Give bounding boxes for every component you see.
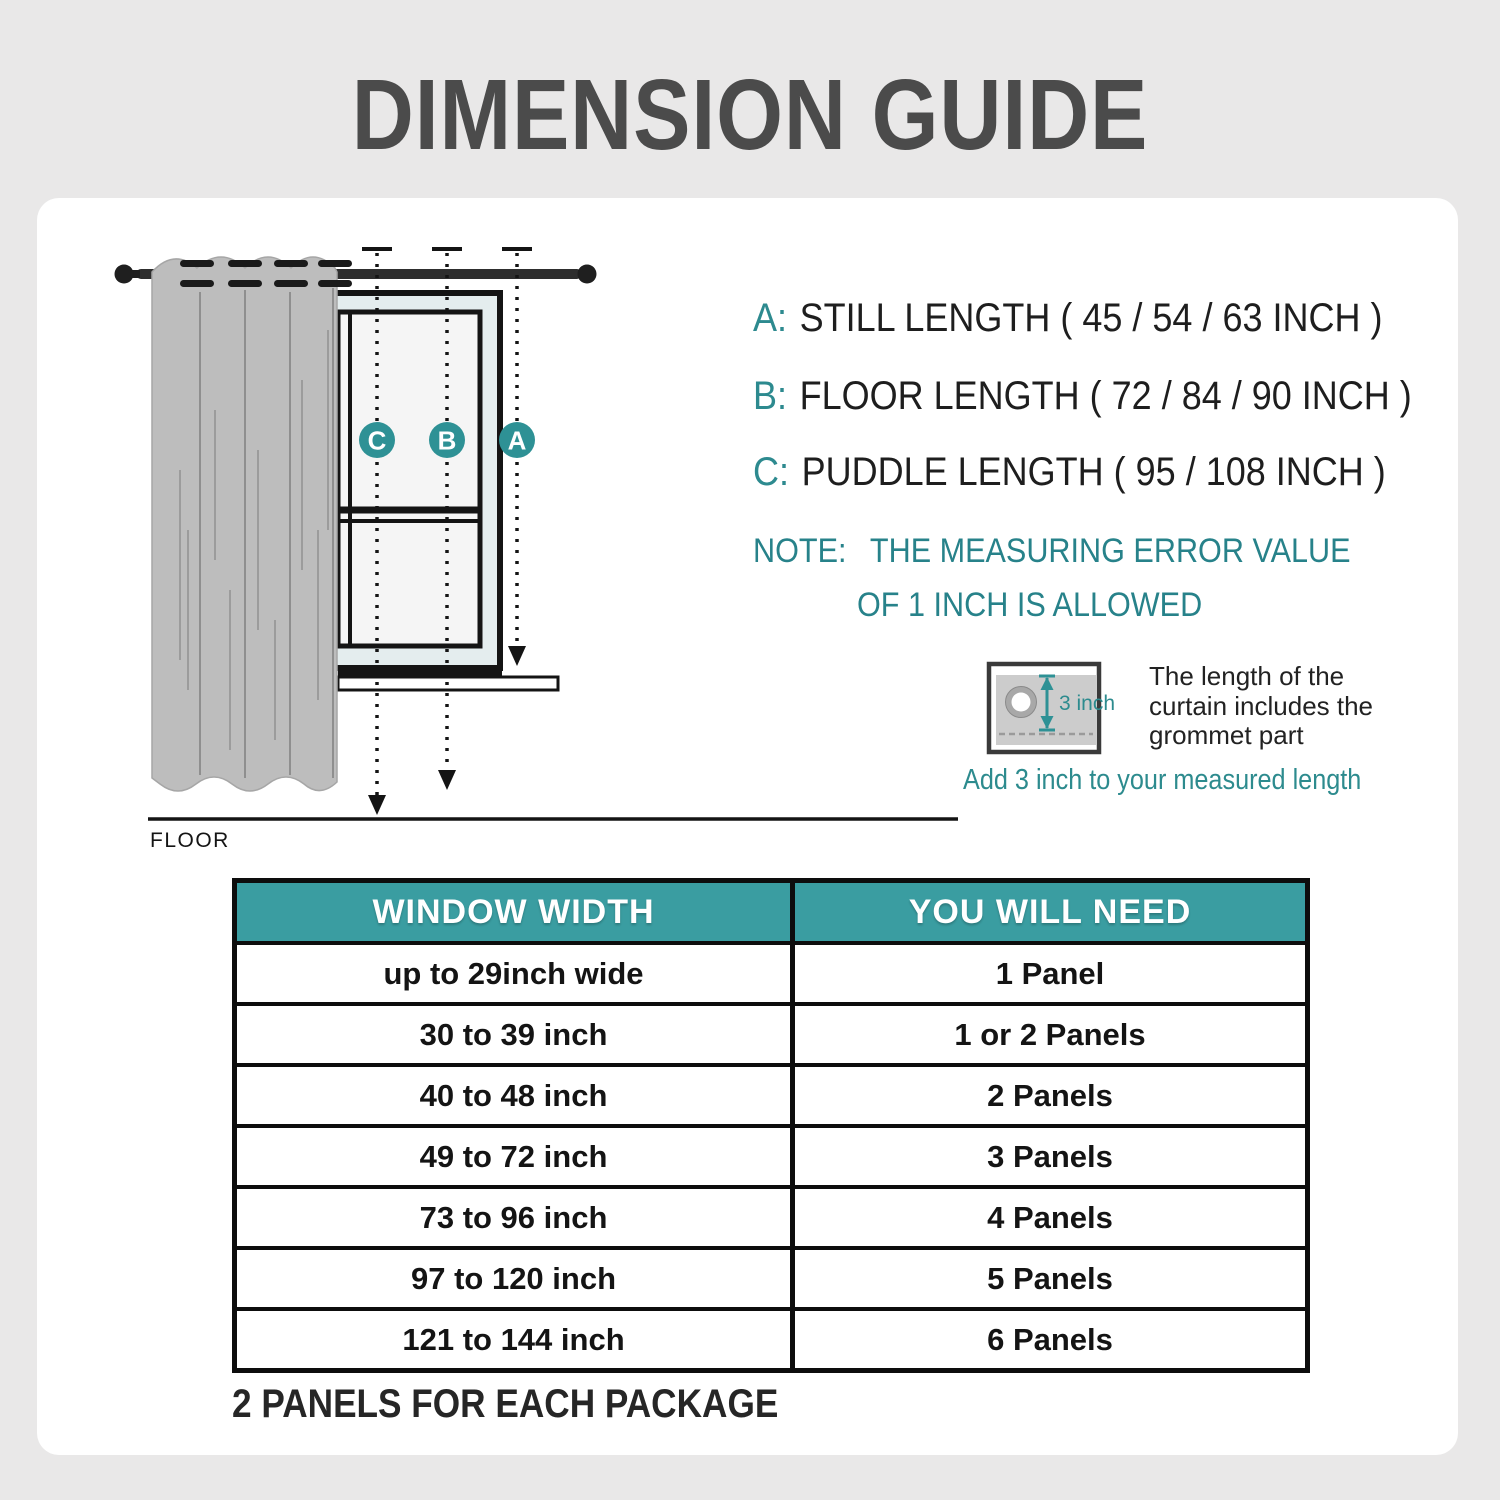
spec-b-text: FLOOR LENGTH ( 72 / 84 / 90 INCH ): [799, 374, 1412, 418]
spec-puddle-length: [753, 450, 1386, 495]
page-title: DIMENSION GUIDE: [351, 59, 1149, 171]
cell-panels-needed: 2 Panels: [987, 1077, 1113, 1113]
cell-window-width: 40 to 48 inch: [237, 1067, 795, 1124]
spec-still-length: [753, 296, 1382, 341]
badge-a-label: A: [507, 425, 527, 456]
guide-card: [37, 198, 1458, 1455]
cell-window-width: 73 to 96 inch: [237, 1189, 795, 1246]
table-row: [237, 1124, 1305, 1185]
three-inch-label: 3 inch: [1059, 692, 1116, 715]
arrow-a: [508, 646, 526, 666]
cell-panels-needed: 1 Panel: [995, 955, 1105, 991]
spec-b-prefix: B:: [753, 374, 788, 418]
cell-window-width: 121 to 144 inch: [237, 1311, 795, 1368]
table-row: [237, 1307, 1305, 1368]
rod-finial-left: [115, 265, 134, 284]
rod-finial-right: [578, 265, 597, 284]
spec-c-prefix: C:: [753, 450, 789, 494]
spec-a-prefix: A:: [753, 296, 788, 340]
table-row: [237, 1246, 1305, 1307]
cell-panels-needed: 6 Panels: [987, 1321, 1113, 1357]
table-row: [237, 1185, 1305, 1246]
grommet-tip: Add 3 inch to your measured length: [963, 764, 1362, 796]
window-illustration: [320, 293, 558, 690]
note-line-2: [857, 586, 1202, 625]
grommet-hole: [1012, 693, 1031, 712]
cell-window-width: up to 29inch wide: [237, 945, 795, 1002]
package-note: 2 PANELS FOR EACH PACKAGE: [232, 1382, 779, 1426]
spec-floor-length: [753, 374, 1412, 419]
floor-label: FLOOR: [150, 829, 230, 852]
measure-badges: [359, 422, 535, 458]
table-row: [237, 1063, 1305, 1124]
arrow-b: [438, 770, 456, 790]
panel-size-table: [232, 878, 1310, 1373]
note-text-1: THE MEASURING ERROR VALUE: [869, 532, 1351, 570]
curtain-panel: [152, 257, 352, 791]
cell-window-width: 49 to 72 inch: [237, 1128, 795, 1185]
header-window-width: WINDOW WIDTH: [237, 883, 795, 941]
arrow-c: [368, 795, 386, 815]
cell-panels-needed: 4 Panels: [987, 1199, 1113, 1235]
cell-panels-needed: 5 Panels: [987, 1260, 1113, 1296]
note-line-1: [753, 532, 1351, 571]
cell-window-width: 97 to 120 inch: [237, 1250, 795, 1307]
badge-c-label: C: [367, 425, 387, 456]
grommet-description: The length of the curtain includes the grommet part: [1149, 661, 1374, 751]
spec-a-text: STILL LENGTH ( 45 / 54 / 63 INCH ): [799, 296, 1383, 340]
cell-panels-needed: 3 Panels: [987, 1138, 1113, 1174]
spec-c-text: PUDDLE LENGTH ( 95 / 108 INCH ): [801, 450, 1386, 494]
cell-panels-needed: 1 or 2 Panels: [954, 1016, 1146, 1052]
cell-window-width: 30 to 39 inch: [237, 1006, 795, 1063]
table-header-row: [237, 883, 1305, 941]
note-text-2: OF 1 INCH IS ALLOWED: [857, 586, 1203, 624]
badge-b-label: B: [437, 425, 457, 456]
note-label: NOTE:: [753, 532, 847, 570]
table-row: [237, 941, 1305, 1002]
header-you-will-need: YOU WILL NEED: [795, 883, 1305, 941]
table-row: [237, 1002, 1305, 1063]
